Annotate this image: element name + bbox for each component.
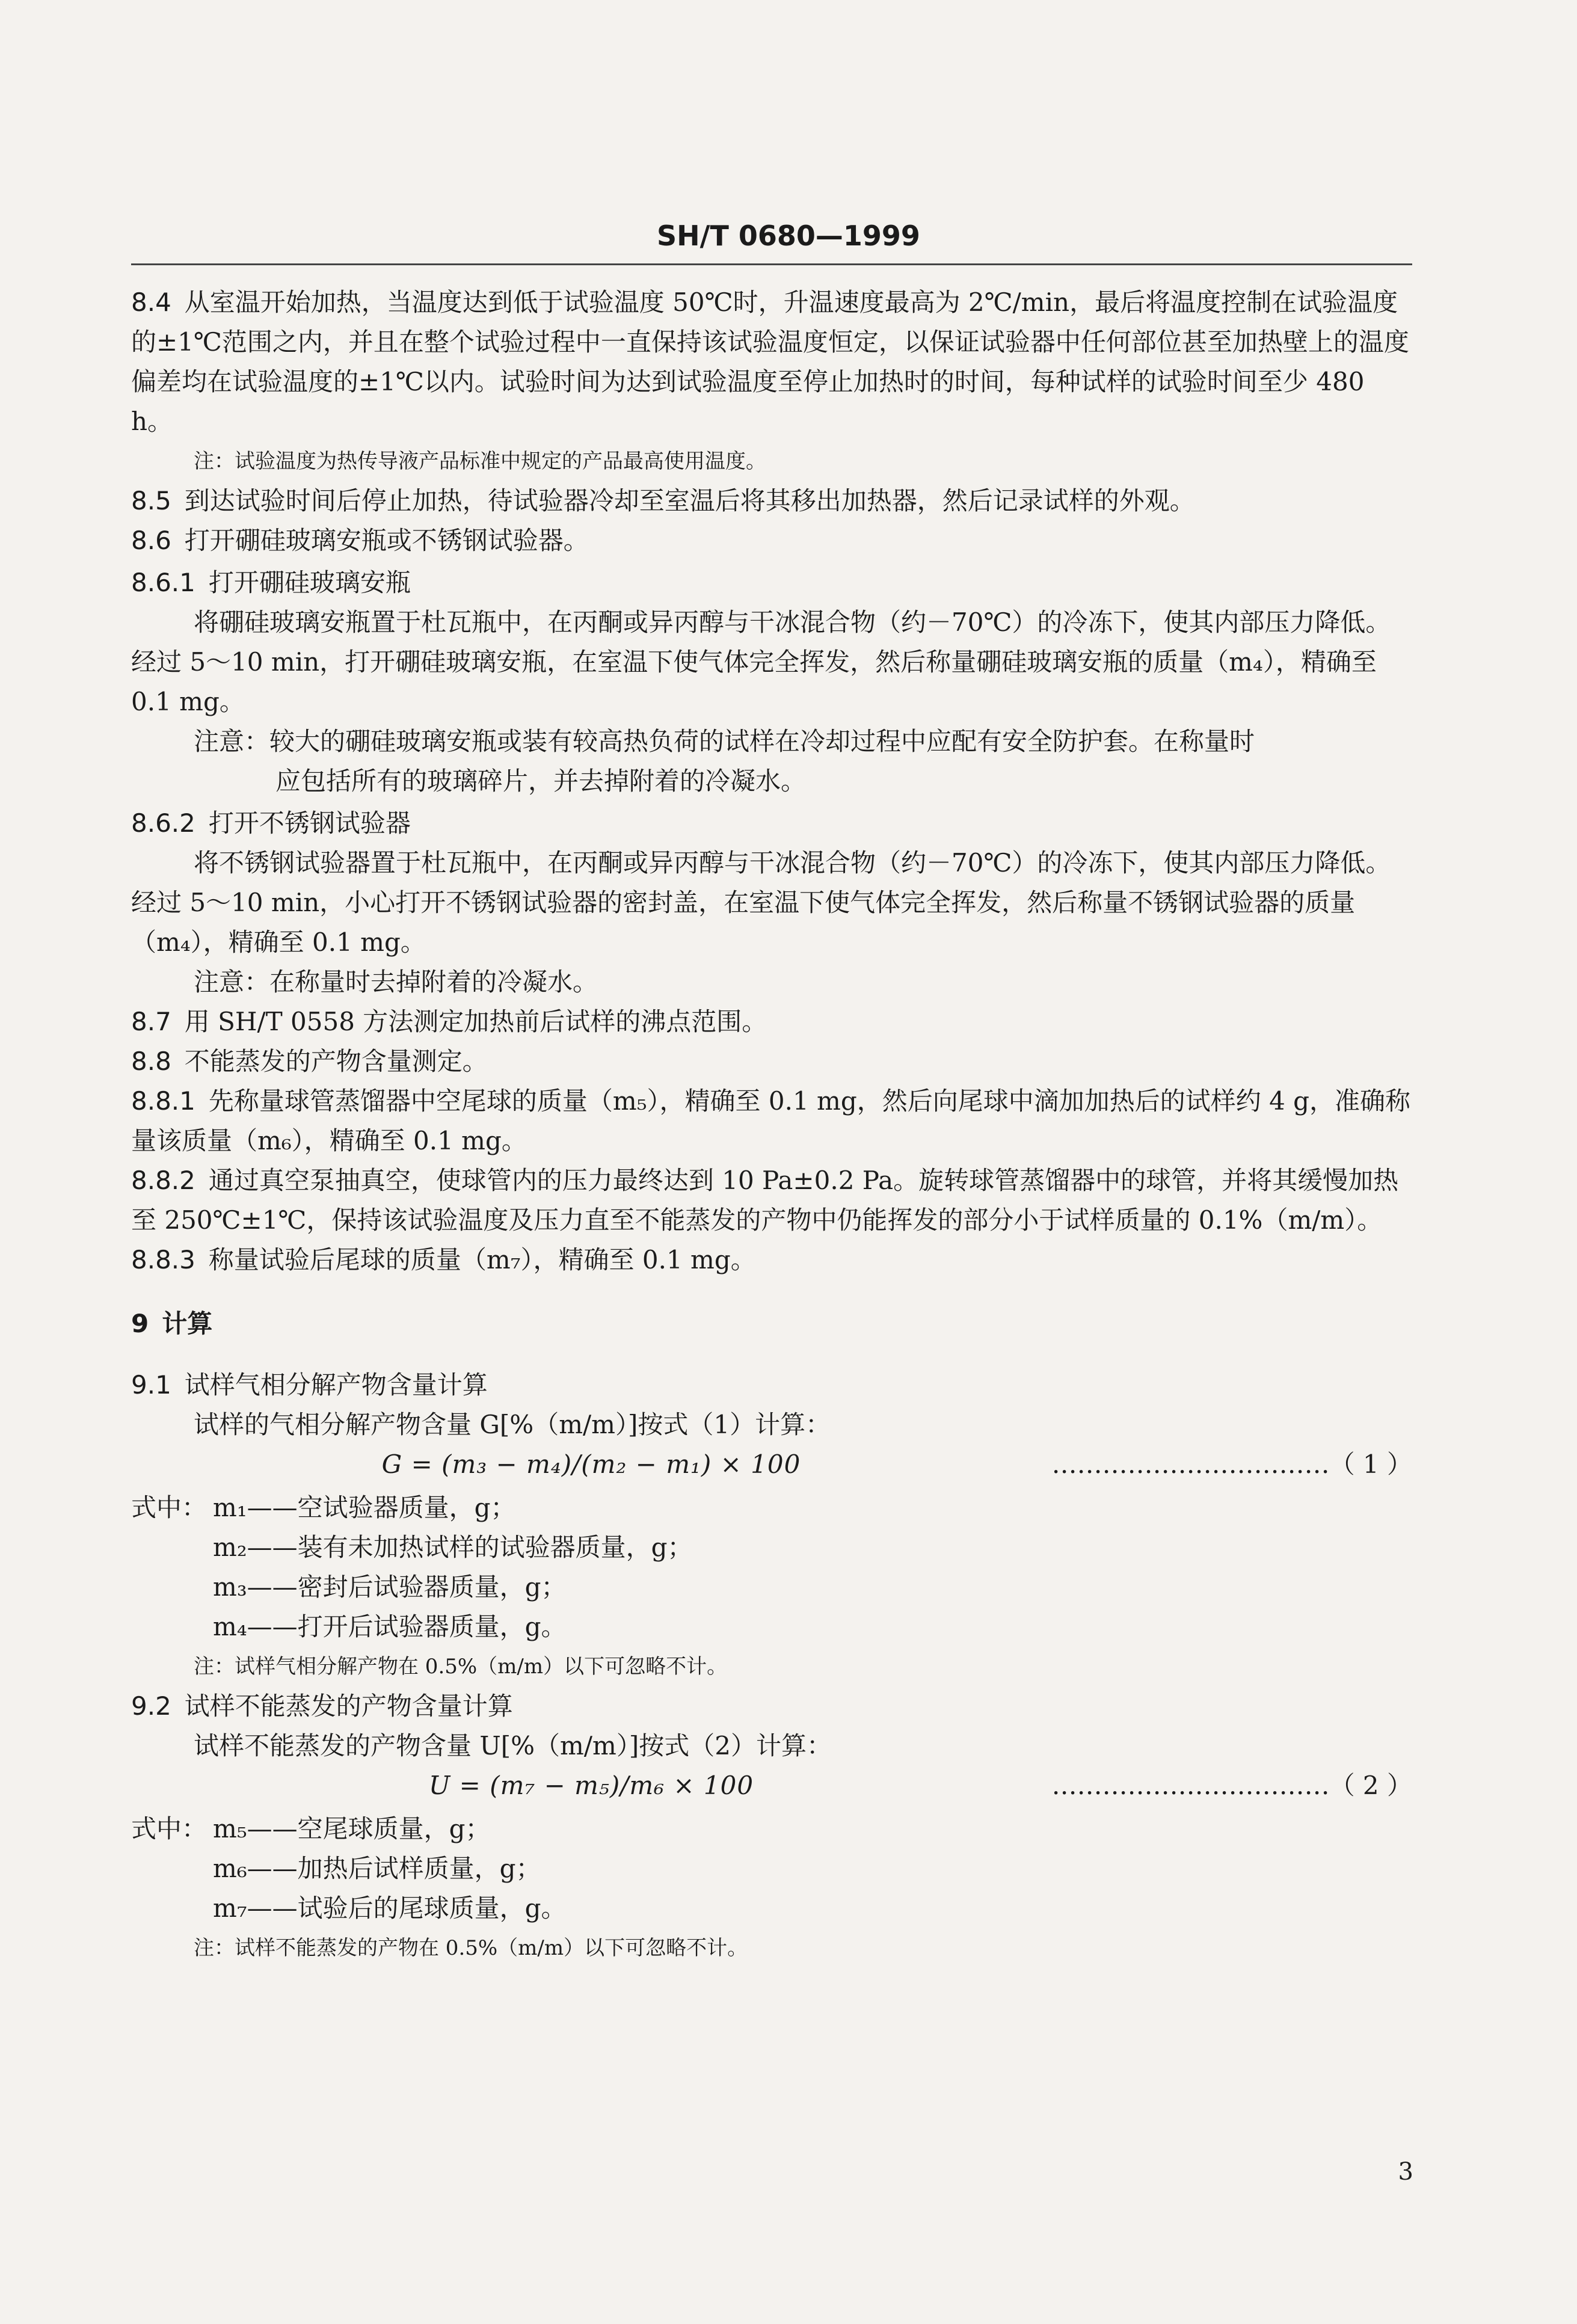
- clause-number: 8.6: [131, 526, 171, 555]
- clause-9-2-heading: [131, 1686, 1412, 1726]
- caution-line-2: 应包括所有的玻璃碎片，并去掉附着的冷凝水。: [275, 766, 807, 796]
- clause-text: 用 SH/T 0558 方法测定加热前后试样的沸点范围。: [184, 1007, 767, 1036]
- clause-8-6-1-heading: [131, 563, 1412, 603]
- equation-2-formula: U = (m₇ − m₅)/m₆ × 100: [428, 1771, 754, 1800]
- clause-number: 8.6.2: [131, 808, 195, 838]
- clause-8-6-1-text: 将硼硅玻璃安瓶置于杜瓦瓶中，在丙酮或异丙醇与干冰混合物（约－70℃）的冷冻下，使其内部压力降低。经过 5～10 min，打开硼硅玻璃安瓶，在室温下使气体完全挥发，然后称量硼硅玻璃安瓶的质量（m₄），精确至 0.1 mg。: [131, 607, 1391, 716]
- clause-8-8-3: [131, 1240, 1412, 1280]
- clause-number: 9.2: [131, 1691, 171, 1721]
- clause-number: 8.5: [131, 486, 171, 515]
- variable-def: m₄——打开后试验器质量，g。: [213, 1612, 567, 1641]
- equation-2: [131, 1766, 1412, 1806]
- equation-2-number: ……………………………（ 2 ）: [1051, 1771, 1412, 1800]
- caution-8-6-1: [131, 722, 1412, 801]
- page-header: SH/T 0680—1999: [657, 220, 920, 252]
- equation-1-formula: G = (m₃ − m₄)/(m₂ − m₁) × 100: [381, 1449, 801, 1479]
- where-row: [131, 1809, 1412, 1849]
- clause-8-8-2: [131, 1161, 1412, 1240]
- section-title: 计算: [162, 1309, 213, 1338]
- clause-8-6-2-text: 将不锈钢试验器置于杜瓦瓶中，在丙酮或异丙醇与干冰混合物（约－70℃）的冷冻下，使其内部压力降低。经过 5～10 min，小心打开不锈钢试验器的密封盖，在室温下使气体完全挥发，然后称量不锈钢试验器的质量（m₄），精确至 0.1 mg。: [131, 848, 1391, 957]
- clause-9-1-heading: [131, 1365, 1412, 1405]
- clause-number: 8.8.1: [131, 1086, 195, 1116]
- section-9-heading: [131, 1304, 1412, 1344]
- clause-text: 通过真空泵抽真空，使球管内的压力最终达到 10 Pa±0.2 Pa。旋转球管蒸馏器中的球管，并将其缓慢加热至 250℃±1℃，保持该试验温度及压力直至不能蒸发的产物中仍能挥发的部分小于试样质量的 0.1%（m/m）。: [131, 1166, 1399, 1235]
- clause-8-6-2-heading: [131, 804, 1412, 843]
- where-label: 式中：: [131, 1814, 208, 1843]
- clause-number: 8.8: [131, 1047, 171, 1076]
- clause-9-1-intro: 试样的气相分解产物含量 G[%（m/m）]按式（1）计算：: [194, 1410, 831, 1439]
- clause-number: 8.4: [131, 287, 171, 317]
- caution-line-1: 注意：较大的硼硅玻璃安瓶或装有较高热负荷的试样在冷却过程中应配有安全防护套。在称量时: [194, 727, 1255, 756]
- variable-def: m₅——空尾球质量，g；: [213, 1814, 491, 1843]
- variable-def: m₁——空试验器质量，g；: [213, 1493, 516, 1522]
- document-body: [131, 283, 1412, 1968]
- page-number: 3: [1398, 2158, 1413, 2186]
- note-8-4: 注：试验温度为热传导液产品标准中规定的产品最高使用温度。: [194, 449, 766, 473]
- equation-1: [131, 1445, 1412, 1484]
- header-rule: [131, 263, 1412, 265]
- clause-8-8-1: [131, 1081, 1412, 1161]
- clause-text: 先称量球管蒸馏器中空尾球的质量（m₅），精确至 0.1 mg，然后向尾球中滴加加热后的试样约 4 g，准确称量该质量（m₆），精确至 0.1 mg。: [131, 1086, 1411, 1155]
- note-9-2: 注：试样不能蒸发的产物在 0.5%（m/m）以下可忽略不计。: [194, 1936, 748, 1960]
- clause-title: 试样不能蒸发的产物含量计算: [184, 1691, 513, 1721]
- where-row: [131, 1488, 1412, 1528]
- variable-def: m₃——密封后试验器质量，g；: [213, 1572, 567, 1602]
- clause-text: 打开硼硅玻璃安瓶或不锈钢试验器。: [184, 526, 589, 555]
- clause-number: 8.8.2: [131, 1166, 195, 1195]
- note-9-1: 注：试样气相分解产物在 0.5%（m/m）以下可忽略不计。: [194, 1655, 728, 1679]
- where-label: 式中：: [131, 1493, 208, 1522]
- where-list-9-1: [131, 1488, 1412, 1647]
- clause-title: 打开硼硅玻璃安瓶: [208, 568, 411, 597]
- clause-number: 8.7: [131, 1007, 171, 1036]
- variable-def: m₇——试验后的尾球质量，g。: [213, 1893, 567, 1923]
- clause-text: 称量试验后尾球的质量（m₇），精确至 0.1 mg。: [208, 1245, 756, 1274]
- where-list-9-2: [131, 1809, 1412, 1928]
- section-number: 9: [131, 1309, 149, 1338]
- clause-title: 打开不锈钢试验器: [208, 808, 411, 838]
- clause-number: 9.1: [131, 1370, 171, 1400]
- clause-8-6: [131, 521, 1412, 561]
- clause-8-5: [131, 481, 1412, 521]
- clause-8-4: [131, 283, 1412, 441]
- clause-text: 从室温开始加热，当温度达到低于试验温度 50℃时，升温速度最高为 2℃/min，最后将温度控制在试验温度的±1℃范围之内，并且在整个试验过程中一直保持该试验温度恒定，以保证试验器中任何部位甚至加热壁上的温度偏差均在试验温度的±1℃以内。试验时间为达到试验温度至停止加热时的时间，每种试样的试验时间至少 480 h。: [131, 287, 1409, 436]
- clause-8-8: [131, 1042, 1412, 1081]
- clause-9-2-intro: 试样不能蒸发的产物含量 U[%（m/m）]按式（2）计算：: [194, 1731, 832, 1760]
- equation-1-number: ……………………………（ 1 ）: [1051, 1449, 1412, 1479]
- clause-8-7: [131, 1002, 1412, 1042]
- clause-text: 到达试验时间后停止加热，待试验器冷却至室温后将其移出加热器，然后记录试样的外观。: [184, 486, 1195, 515]
- variable-def: m₆——加热后试样质量，g；: [213, 1854, 541, 1883]
- variable-def: m₂——装有未加热试样的试验器质量，g；: [213, 1532, 693, 1562]
- clause-number: 8.8.3: [131, 1245, 195, 1274]
- clause-text: 不能蒸发的产物含量测定。: [184, 1047, 488, 1076]
- caution-8-6-2: 注意：在称量时去掉附着的冷凝水。: [194, 967, 598, 997]
- clause-number: 8.6.1: [131, 568, 195, 597]
- clause-title: 试样气相分解产物含量计算: [184, 1370, 488, 1400]
